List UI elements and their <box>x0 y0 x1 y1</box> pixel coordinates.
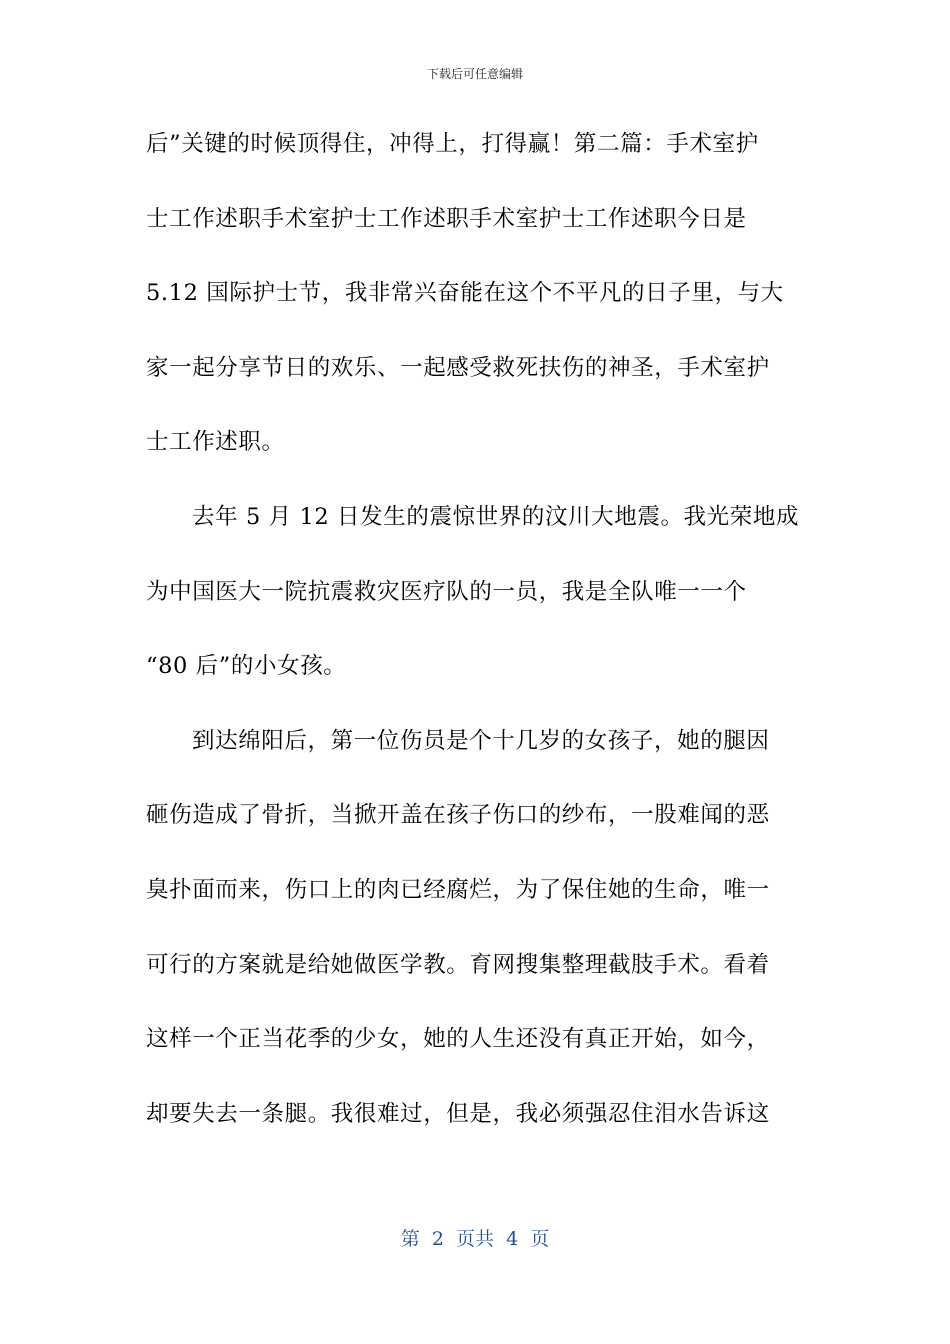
text-line: 士工作述职手术室护士工作述职手术室护士工作述职今日是 <box>146 205 747 232</box>
text-line: 后”关键的时候顶得住，冲得上，打得赢！第二篇：手术室护 <box>146 131 759 157</box>
text-line: 砸伤造成了骨折，当掀开盖在孩子伤口的纱布，一股难闻的恶 <box>146 802 770 829</box>
text-line: 可行的方案就是给她做医学教。育网搜集整理截肢手术。看着 <box>146 951 770 978</box>
text-line: 家一起分享节日的欢乐、一起感受救死扶伤的神圣，手术室护 <box>146 354 770 381</box>
text-line: 这样一个正当花季的少女，她的人生还没有真正开始，如今， <box>146 1026 770 1053</box>
page-header: 下载后可任意编辑 <box>426 67 523 81</box>
document-body <box>146 124 806 1168</box>
paragraph-start-line: 去年 5 月 12 日发生的震惊世界的汶川大地震。我光荣地成 <box>192 503 800 530</box>
text-line: 为中国医大一院抗震救灾医疗队的一员，我是全队唯一一个 <box>146 578 747 605</box>
text-line: 5.12 国际护士节，我非常兴奋能在这个不平凡的日子里，与大 <box>146 280 784 307</box>
text-line: 却要失去一条腿。我很难过，但是，我必须强忍住泪水告诉这 <box>146 1100 770 1127</box>
page-footer: 第 2 页共 4 页 <box>400 1228 550 1250</box>
text-line: 士工作述职。 <box>146 429 285 456</box>
text-line: “80 后”的小女孩。 <box>146 653 347 680</box>
text-line: 臭扑面而来，伤口上的肉已经腐烂，为了保住她的生命，唯一 <box>146 876 770 903</box>
paragraph-start-line: 到达绵阳后，第一位伤员是个十几岁的女孩子，她的腿因 <box>192 727 770 754</box>
